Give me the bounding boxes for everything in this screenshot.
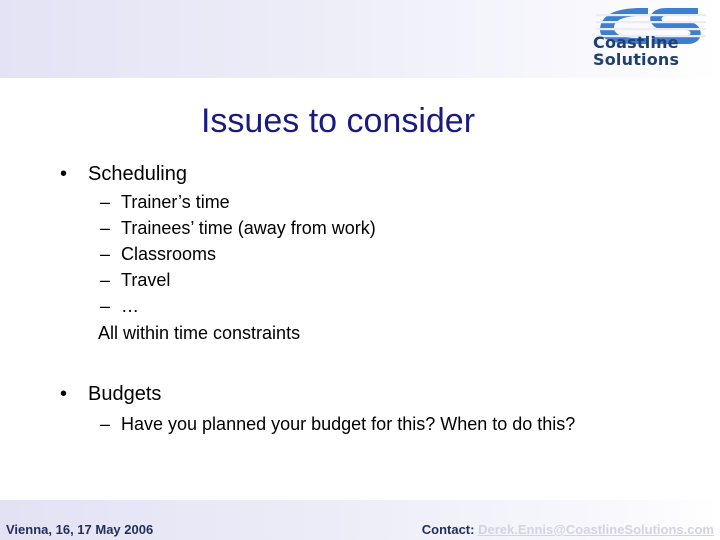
sub-item-text: … <box>121 296 139 316</box>
dash-marker: – <box>100 296 111 316</box>
sub-item-text: Classrooms <box>121 244 217 264</box>
bullet-label: Scheduling <box>88 163 187 185</box>
bullet-marker: • <box>60 383 68 405</box>
logo-line-2: Solutions <box>593 50 680 69</box>
footer-event-text: Vienna, 16, 17 May 2006 <box>6 522 154 537</box>
sub-item-text: Trainer’s time <box>121 192 230 212</box>
footer-contact <box>422 522 714 537</box>
dash-marker: – <box>100 270 111 290</box>
sub-item-text: Have you planned your budget for this? When to do this? <box>121 414 576 434</box>
bullet-marker: • <box>60 163 68 185</box>
contact-label: Contact: <box>421 522 479 537</box>
dash-marker: – <box>100 414 111 434</box>
slide-title: Issues to consider <box>200 102 476 140</box>
dash-marker: – <box>100 192 111 212</box>
dash-marker: – <box>100 218 111 238</box>
bullet-note: All within time constraints <box>98 323 301 343</box>
dash-marker: – <box>100 244 111 264</box>
logo-line-1: Coastline <box>593 33 679 52</box>
sub-item-text: Travel <box>121 270 171 290</box>
bullet-label: Budgets <box>88 383 162 405</box>
contact-email-link[interactable]: Derek.Ennis@CoastlineSolutions.com <box>478 522 714 537</box>
sub-item-text: Trainees’ time (away from work) <box>121 218 376 238</box>
